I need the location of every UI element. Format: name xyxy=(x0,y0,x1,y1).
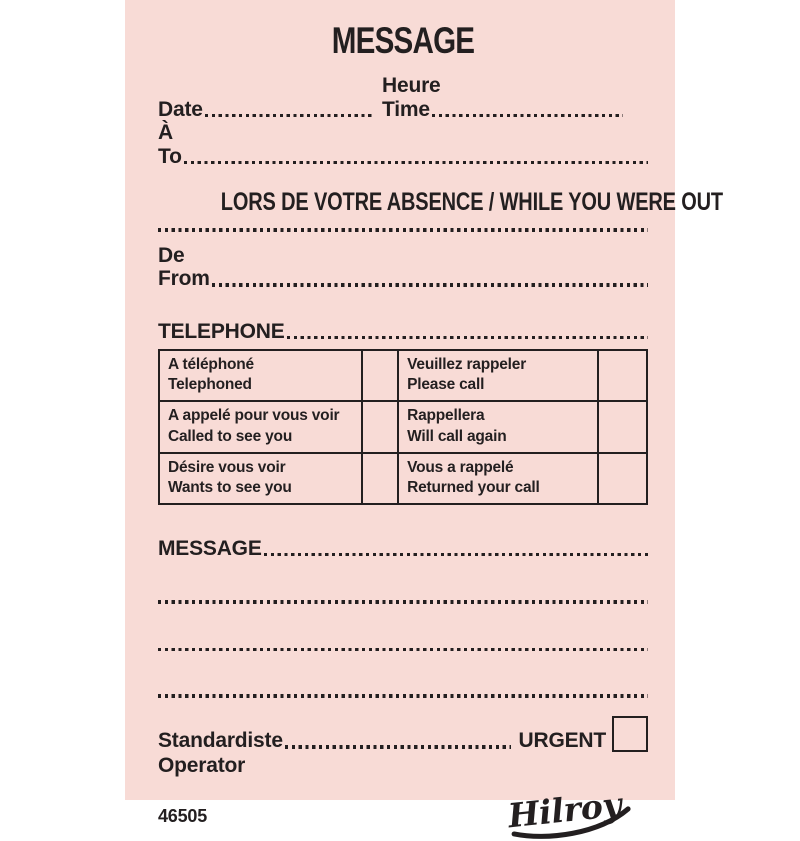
from-field xyxy=(158,244,648,291)
to-label: To xyxy=(158,144,182,168)
telephone-input-line[interactable] xyxy=(287,336,648,340)
reason-label-cell: A appelé pour vous voir Called to see you xyxy=(159,401,362,452)
table-row xyxy=(159,453,647,504)
to-field xyxy=(158,121,648,168)
hilroy-logo-text: Hilroy xyxy=(506,785,624,836)
message-line-2[interactable] xyxy=(158,648,648,652)
date-input-line[interactable] xyxy=(205,114,372,118)
time-label: Time xyxy=(382,97,430,121)
reason-label-cell: Rappellera Will call again xyxy=(398,401,598,452)
heure-label: Heure xyxy=(382,74,441,97)
a-label: À xyxy=(158,121,173,145)
absence-heading: LORS DE VOTRE ABSENCE / WHILE YOU WERE OUT xyxy=(220,188,723,217)
hilroy-logo xyxy=(504,781,636,841)
checkbox-cell[interactable] xyxy=(598,453,647,504)
reason-label-cell: A téléphoné Telephoned xyxy=(159,350,362,401)
message-pad xyxy=(125,0,723,836)
de-label: De xyxy=(158,243,185,267)
time-field xyxy=(382,74,648,121)
page-title: MESSAGE xyxy=(331,20,475,61)
table-row xyxy=(159,401,647,452)
date-label: Date xyxy=(158,97,203,121)
checkbox-cell[interactable] xyxy=(598,401,647,452)
message-line-1[interactable] xyxy=(158,600,648,604)
from-label: From xyxy=(158,267,210,291)
operator-input-line[interactable] xyxy=(285,745,511,749)
checkbox-cell[interactable] xyxy=(362,350,399,401)
pad-header xyxy=(158,20,648,62)
pad-footer xyxy=(158,781,648,841)
reason-label-cell: Désire vous voir Wants to see you xyxy=(159,453,362,504)
standardiste-label: Standardiste xyxy=(158,729,283,753)
telephone-label: TELEPHONE xyxy=(158,319,285,343)
urgent-checkbox[interactable] xyxy=(612,716,648,752)
urgent-label: URGENT xyxy=(518,729,606,753)
operator-field xyxy=(158,716,648,753)
checkbox-cell[interactable] xyxy=(598,350,647,401)
table-row xyxy=(159,350,647,401)
message-label: MESSAGE xyxy=(158,536,262,560)
to-input-line[interactable] xyxy=(184,161,648,165)
checkbox-cell[interactable] xyxy=(362,453,399,504)
product-code: 46505 xyxy=(158,806,208,827)
reason-checkbox-table xyxy=(158,349,648,505)
absence-input-line[interactable] xyxy=(158,228,648,232)
message-input-line[interactable] xyxy=(264,553,648,557)
time-input-line[interactable] xyxy=(432,114,623,118)
absence-heading-wrap xyxy=(158,188,723,217)
message-line-3[interactable] xyxy=(158,694,648,698)
telephone-field xyxy=(158,320,648,344)
date-field xyxy=(158,74,372,121)
message-field xyxy=(158,537,648,561)
reason-label-cell: Vous a rappelé Returned your call xyxy=(398,453,598,504)
reason-label-cell: Veuillez rappeler Please call xyxy=(398,350,598,401)
from-input-line[interactable] xyxy=(212,283,648,287)
operator-label: Operator xyxy=(158,753,246,777)
checkbox-cell[interactable] xyxy=(362,401,399,452)
date-time-row xyxy=(158,74,648,121)
